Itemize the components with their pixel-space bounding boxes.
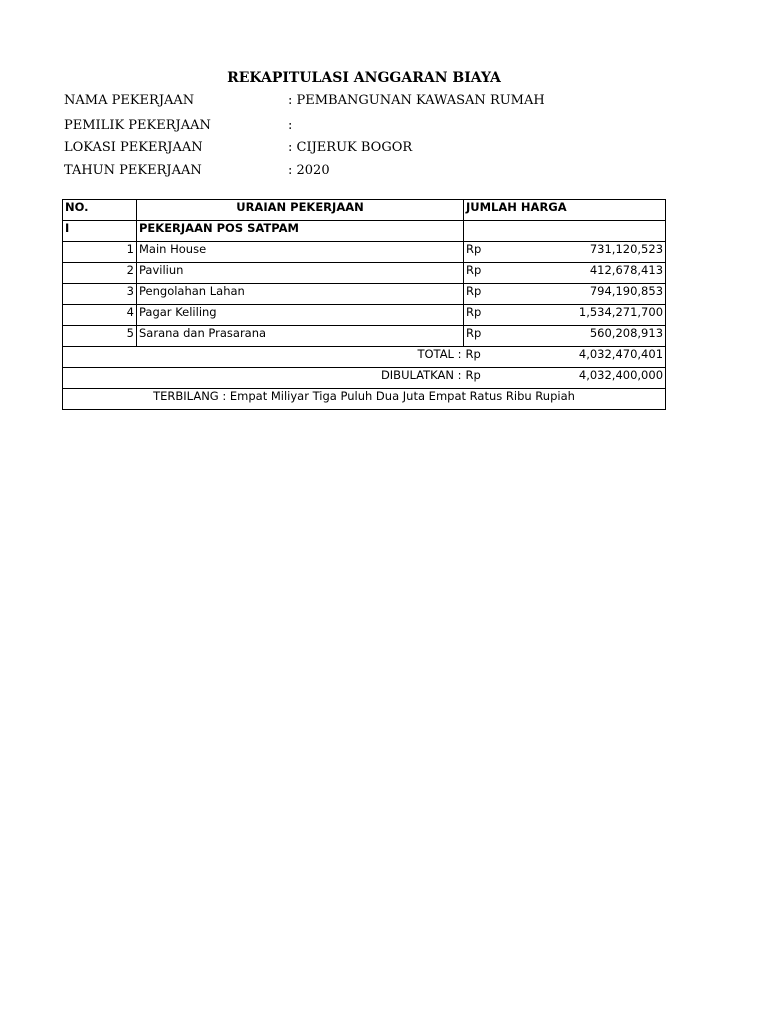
row-currency: Rp [464,242,504,263]
meta-value-lokasi-pekerjaan: : CIJERUK BOGOR [288,140,413,155]
total-amount: 4,032,470,401 [504,347,666,368]
terbilang-text: TERBILANG : Empat Miliyar Tiga Puluh Dua Juta Empat Ratus Ribu Rupiah [63,389,666,410]
row-description: Pengolahan Lahan [137,284,464,305]
row-amount: 794,190,853 [504,284,666,305]
table-row [63,263,666,284]
meta-label-tahun-pekerjaan: TAHUN PEKERJAAN [64,163,202,178]
table-row [63,305,666,326]
table-row [63,242,666,263]
rounded-row [63,368,666,389]
section-amount-empty [464,221,666,242]
row-number: 5 [63,326,137,347]
header-no: NO. [63,200,137,221]
row-number: 2 [63,263,137,284]
row-description: Paviliun [137,263,464,284]
table-header-row [63,200,666,221]
header-uraian-pekerjaan: URAIAN PEKERJAAN [137,200,464,221]
row-number: 4 [63,305,137,326]
row-currency: Rp [464,326,504,347]
section-number: I [63,221,137,242]
meta-value-pemilik-pekerjaan: : [288,118,293,133]
rounded-label: DIBULATKAN : [63,368,464,389]
row-description: Sarana dan Prasarana [137,326,464,347]
total-currency: Rp [464,347,504,368]
header-jumlah-harga: JUMLAH HARGA [464,200,666,221]
meta-label-nama-pekerjaan: NAMA PEKERJAAN [64,93,195,108]
row-number: 1 [63,242,137,263]
meta-label-pemilik-pekerjaan: PEMILIK PEKERJAAN [64,118,211,133]
row-number: 3 [63,284,137,305]
terbilang-row [63,389,666,410]
row-description: Main House [137,242,464,263]
meta-value-nama-pekerjaan: : PEMBANGUNAN KAWASAN RUMAH [288,93,545,108]
section-row [63,221,666,242]
budget-recap-table [62,199,666,410]
row-amount: 412,678,413 [504,263,666,284]
section-name: PEKERJAAN POS SATPAM [137,221,464,242]
table-row [63,326,666,347]
row-currency: Rp [464,284,504,305]
meta-value-tahun-pekerjaan: : 2020 [288,163,330,178]
table-row [63,284,666,305]
total-row [63,347,666,368]
row-currency: Rp [464,305,504,326]
document-title: REKAPITULASI ANGGARAN BIAYA [227,70,501,86]
total-label: TOTAL : [63,347,464,368]
row-amount: 731,120,523 [504,242,666,263]
row-currency: Rp [464,263,504,284]
row-amount: 560,208,913 [504,326,666,347]
rounded-currency: Rp [464,368,504,389]
row-amount: 1,534,271,700 [504,305,666,326]
meta-label-lokasi-pekerjaan: LOKASI PEKERJAAN [64,140,203,155]
rounded-amount: 4,032,400,000 [504,368,666,389]
row-description: Pagar Keliling [137,305,464,326]
